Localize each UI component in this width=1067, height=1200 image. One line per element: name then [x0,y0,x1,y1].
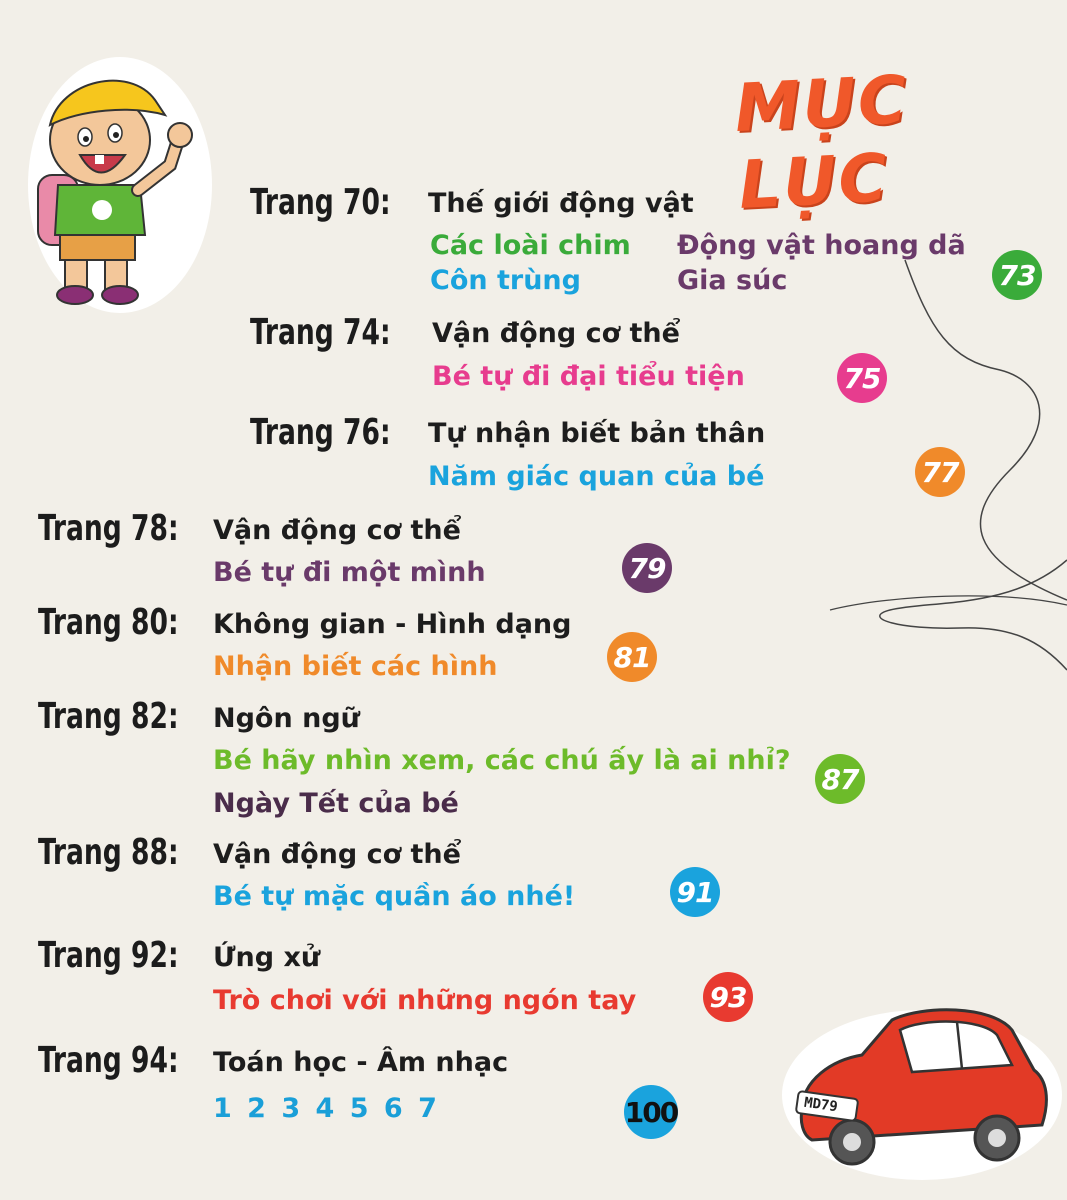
end-page-badge: 100 [624,1085,678,1139]
subtopic: Bé tự đi một mình [213,557,486,588]
topic-heading: Tự nhận biết bản thân [428,418,766,449]
page-title: MỤC LỤC [732,61,911,224]
subtopic: Các loài chim [430,230,631,261]
page-ref-88: Trang 88: [38,832,179,873]
subtopic: Bé tự mặc quần áo nhé! [213,881,576,912]
page-ref-76: Trang 76: [250,412,391,453]
boy-with-cap-illustration [20,55,220,315]
subtopic: Năm giác quan của bé [428,461,765,492]
car-license-plate: MD79 [803,1094,839,1116]
subtopic: Gia súc [677,265,788,296]
page-ref-74: Trang 74: [250,312,391,353]
subtopic: Trò chơi với những ngón tay [213,985,637,1016]
subtopic: Bé tự đi đại tiểu tiện [432,361,745,392]
end-page-badge: 87 [815,754,865,804]
end-page-badge: 75 [837,353,887,403]
subtopic: Động vật hoang dã [677,230,966,261]
subtopic: Ngày Tết của bé [213,788,459,819]
end-page-badge: 91 [670,867,720,917]
end-page-badge: 79 [622,543,672,593]
topic-heading: Không gian - Hình dạng [213,609,572,640]
page-ref-80: Trang 80: [38,602,179,643]
end-page-badge: 81 [607,632,657,682]
page-ref-70: Trang 70: [250,182,391,223]
subtopic: Bé hãy nhìn xem, các chú ấy là ai nhỉ? [213,745,791,776]
red-car-illustration [772,1000,1062,1180]
topic-heading: Ứng xử [213,942,321,973]
topic-heading: Thế giới động vật [428,188,694,219]
topic-heading: Vận động cơ thể [432,318,680,349]
subtopic: Côn trùng [430,265,581,296]
end-page-badge: 93 [703,972,753,1022]
page-ref-94: Trang 94: [38,1040,179,1081]
topic-heading: Toán học - Âm nhạc [213,1047,509,1078]
topic-heading: Vận động cơ thể [213,515,461,546]
subtopic-numbers: 1 2 3 4 5 6 7 [213,1093,440,1124]
topic-heading: Vận động cơ thể [213,839,461,870]
end-page-badge: 77 [915,447,965,497]
page-ref-92: Trang 92: [38,935,179,976]
end-page-badge: 73 [992,250,1042,300]
subtopic: Nhận biết các hình [213,651,498,682]
page-ref-82: Trang 82: [38,696,179,737]
page-ref-78: Trang 78: [38,508,179,549]
topic-heading: Ngôn ngữ [213,703,360,734]
